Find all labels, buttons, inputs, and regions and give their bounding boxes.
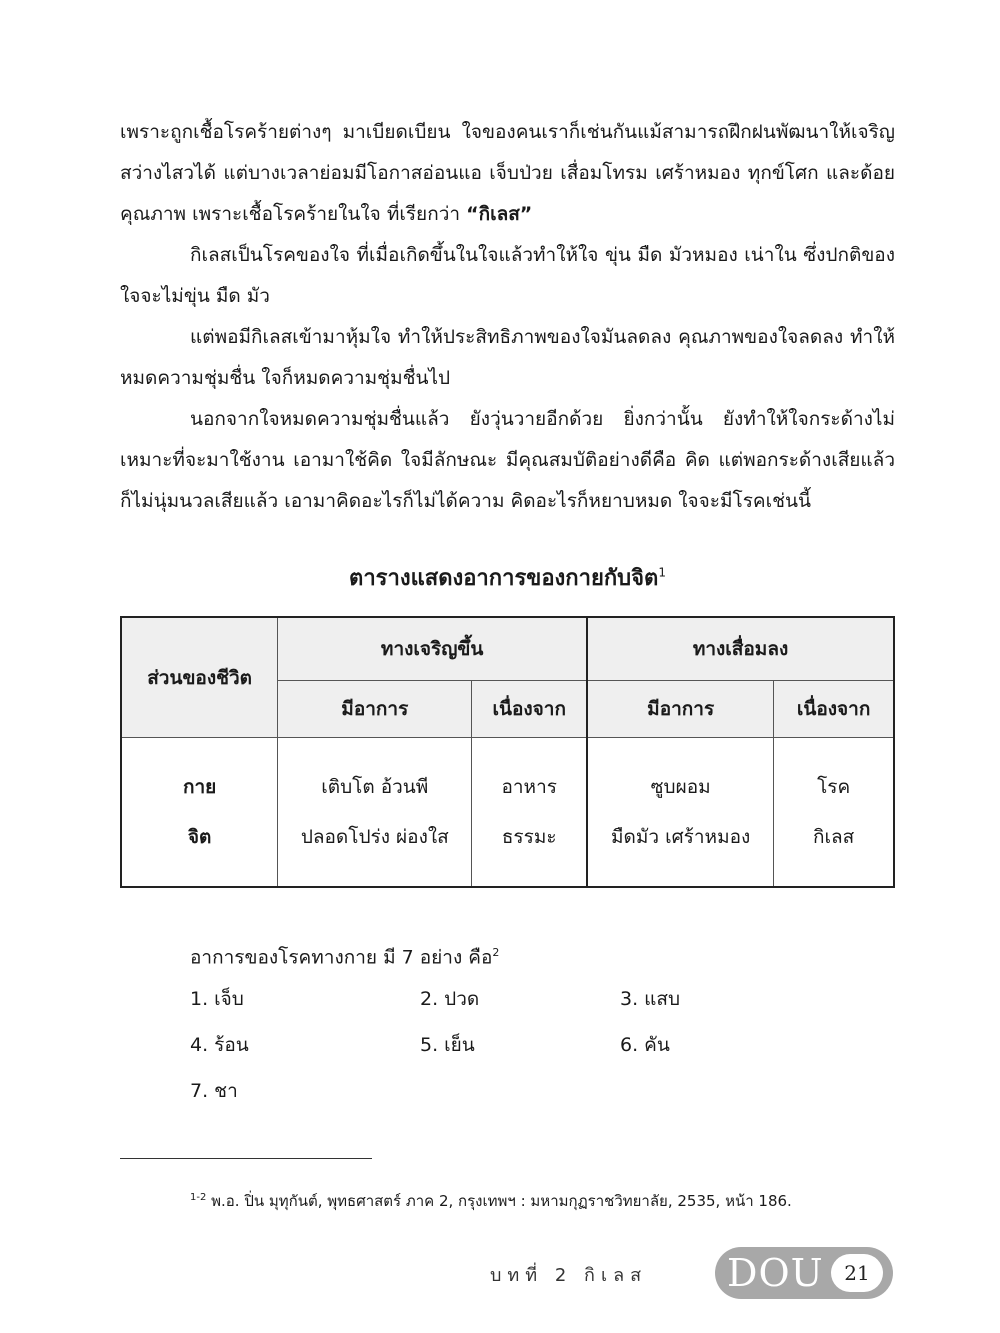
symptom-list-footnote-ref: 2: [492, 946, 500, 959]
paragraph-1-text: เพราะถูกเชื้อโรคร้ายต่างๆ มาเบียดเบียน ใจของคนเราก็เช่นกันแม้สามารถฝึกฝนพัฒนาให้เจริญสว่างไสวได้ แต่บางเวลาย่อมมีโอกาสอ่อนแอ เจ็บป่วย เสื่อมโทรม เศร้าหมอง ทุกข์โศก และด้อยคุณภาพ เพราะเชื้อโรคร้ายในใจ ที่เรียกว่า: [120, 121, 895, 225]
table-header-row: [121, 617, 894, 681]
decline-cause-mind: กิเลส: [813, 826, 855, 848]
dou-logo: DOU: [727, 1251, 824, 1295]
paragraph-4: นอกจากใจหมดความชุ่มชื่นแล้ว ยังวุ่นวายอีกด้วย ยิ่งกว่านั้น ยังทำให้ใจกระด้างไม่เหมาะที่จะมาใช้งาน เอามาใช้คิด ใจมีลักษณะ มีคุณสมบัติอย่างดีคือ คิด แต่พอกระด้างเสียแล้ว ก็ไม่นุ่มนวลเสียแล้ว เอามาคิดอะไรก็ไม่ได้ความ คิดอะไรก็หยาบหมด ใจจะมีโรคเช่นนี้: [120, 408, 895, 512]
decline-cause-body: โรค: [817, 776, 851, 798]
header-decline: ทางเสื่อมลง: [587, 617, 894, 681]
growth-cause-body: อาหาร: [501, 776, 557, 798]
header-growth-cause: เนื่องจาก: [472, 681, 587, 738]
paragraph-1: [120, 112, 895, 235]
symptom-item: 5. เย็น: [420, 1034, 475, 1056]
table-body-row: [121, 738, 894, 888]
symptom-item: 1. เจ็บ: [190, 988, 244, 1010]
footnote-divider: [120, 1158, 372, 1159]
chapter-label: บทที่ 2 กิเลส: [490, 1265, 648, 1286]
footnote-text: พ.อ. ปิ่น มุทุกันต์, พุทธศาสตร์ ภาค 2, กรุงเทพฯ : มหามกุฏราชวิทยาลัย, 2535, หน้า 186.: [211, 1192, 792, 1210]
growth-cause-mind: ธรรมะ: [501, 826, 557, 848]
symptom-item: 6. คัน: [620, 1034, 670, 1056]
symptom-list-intro: [190, 938, 499, 972]
table-title-text: ตารางแสดงอาการของกายกับจิต: [349, 566, 659, 591]
table-title-footnote-ref: 1: [658, 565, 666, 580]
symptom-list-intro-text: อาการของโรคทางกาย มี 7 อย่าง คือ: [190, 946, 493, 969]
decline-symptom-body: ซูบผอม: [650, 776, 711, 798]
growth-symptom-mind: ปลอดโปร่ง ผ่องใส: [300, 826, 449, 848]
dou-badge: [715, 1247, 893, 1299]
decline-symptom-mind: มืดมัว เศร้าหมอง: [611, 826, 751, 848]
growth-symptom-body: เติบโต อ้วนพี: [321, 776, 429, 798]
page-number: 21: [831, 1254, 883, 1292]
footnote: [190, 1186, 792, 1213]
header-decline-symptom: มีอาการ: [587, 681, 774, 738]
decline-symptom-cell: [587, 738, 774, 888]
table-title: [120, 560, 895, 595]
growth-symptom-cell: [278, 738, 472, 888]
symptom-item: 2. ปวด: [420, 988, 480, 1010]
symptom-item: 4. ร้อน: [190, 1034, 249, 1056]
symptom-item: 3. แสบ: [620, 988, 681, 1010]
footnote-ref: 1-2: [190, 1192, 207, 1203]
header-life-part: ส่วนของชีวิต: [121, 617, 278, 738]
life-part-cell: [121, 738, 278, 888]
header-growth: ทางเจริญขึ้น: [278, 617, 587, 681]
header-decline-cause: เนื่องจาก: [774, 681, 894, 738]
paragraph-2: กิเลสเป็นโรคของใจ ที่เมื่อเกิดขึ้นในใจแล้วทำให้ใจ ขุ่น มืด มัวหมอง เน่าใน ซึ่งปกติของใจจะไม่ขุ่น มืด มัว: [120, 244, 895, 307]
life-part-mind: จิต: [187, 826, 212, 848]
paragraph-3: แต่พอมีกิเลสเข้ามาหุ้มใจ ทำให้ประสิทธิภาพของใจมันลดลง คุณภาพของใจลดลง ทำให้หมดความชุ่มชื่น ใจก็หมดความชุ่มชื่นไป: [120, 326, 895, 389]
symptom-table: [120, 616, 895, 888]
growth-cause-cell: [472, 738, 587, 888]
life-part-body: กาย: [182, 776, 217, 798]
kilesa-term: “กิเลส”: [466, 203, 533, 225]
symptom-item: 7. ชา: [190, 1080, 238, 1102]
decline-cause-cell: [774, 738, 894, 888]
header-growth-symptom: มีอาการ: [278, 681, 472, 738]
